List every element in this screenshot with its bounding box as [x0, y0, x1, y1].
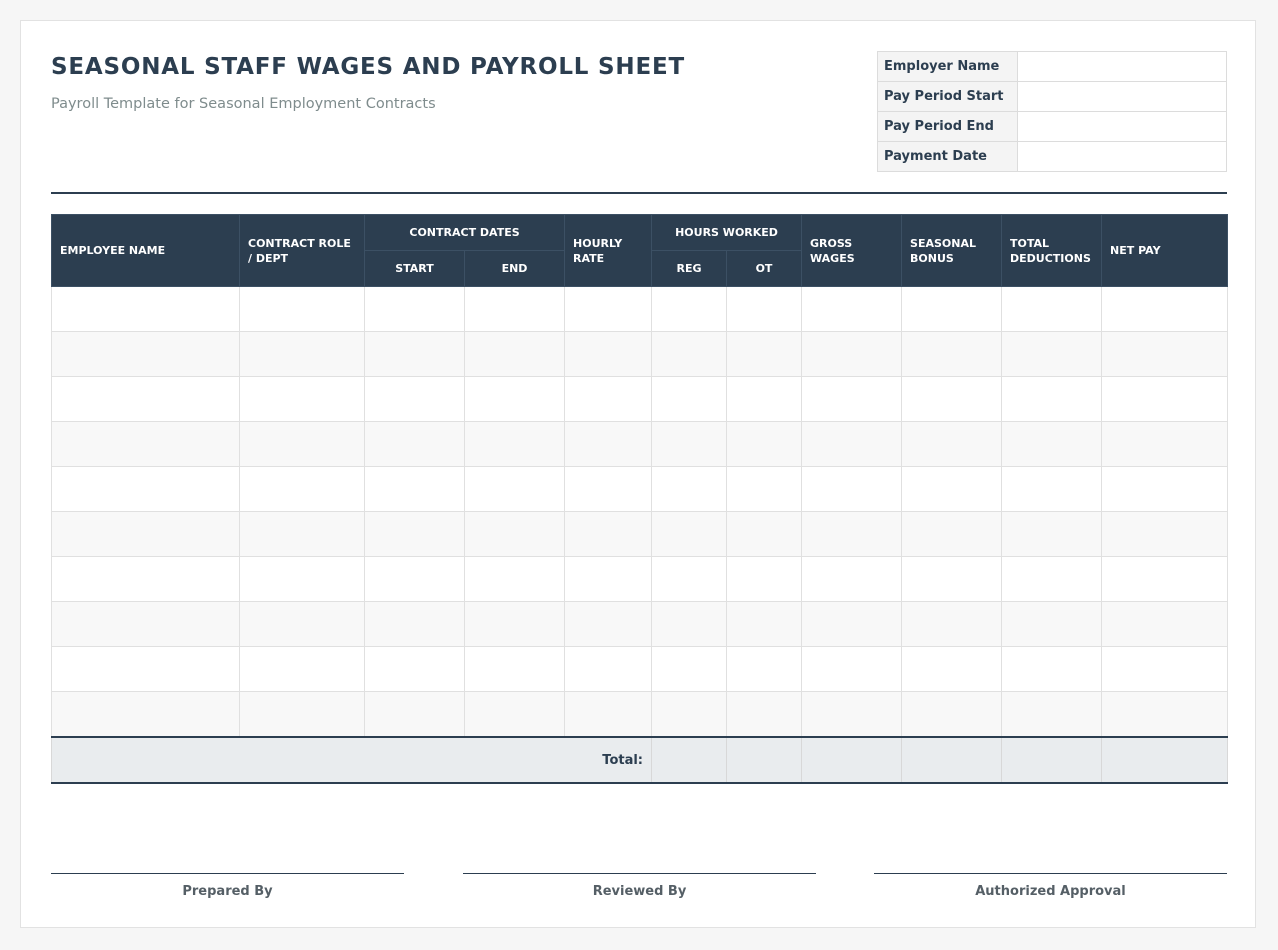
table-cell[interactable]	[802, 692, 902, 738]
table-cell[interactable]	[565, 467, 652, 512]
table-cell[interactable]	[1102, 467, 1228, 512]
table-cell[interactable]	[465, 692, 565, 738]
table-cell[interactable]	[565, 557, 652, 602]
table-row	[52, 512, 1228, 557]
table-cell[interactable]	[902, 602, 1002, 647]
table-cell[interactable]	[240, 332, 365, 377]
table-cell[interactable]	[365, 557, 465, 602]
table-row	[52, 332, 1228, 377]
employer-name-label: Employer Name	[878, 52, 1018, 82]
table-cell[interactable]	[240, 467, 365, 512]
col-group-hours-worked: HOURS WORKED	[652, 215, 802, 251]
table-cell[interactable]	[652, 602, 727, 647]
table-cell[interactable]	[727, 422, 802, 467]
table-cell[interactable]	[365, 422, 465, 467]
table-cell[interactable]	[1002, 602, 1102, 647]
table-cell[interactable]	[240, 287, 365, 332]
authorized-approval-label: Authorized Approval	[975, 884, 1126, 899]
table-cell[interactable]	[902, 332, 1002, 377]
table-cell[interactable]	[1102, 647, 1228, 692]
info-row-pay-period-start	[878, 82, 1227, 112]
pay-period-start-label: Pay Period Start	[878, 82, 1018, 112]
table-cell[interactable]	[652, 692, 727, 738]
table-cell[interactable]	[365, 512, 465, 557]
table-cell[interactable]	[727, 467, 802, 512]
table-cell[interactable]	[902, 647, 1002, 692]
table-cell[interactable]	[465, 287, 565, 332]
table-cell[interactable]	[902, 287, 1002, 332]
signature-line[interactable]	[51, 873, 404, 874]
table-cell[interactable]	[802, 422, 902, 467]
table-row	[52, 692, 1228, 738]
table-cell[interactable]	[240, 647, 365, 692]
table-cell[interactable]	[52, 602, 240, 647]
prepared-by-label: Prepared By	[182, 884, 273, 899]
table-cell[interactable]	[465, 422, 565, 467]
table-cell[interactable]	[240, 377, 365, 422]
table-cell[interactable]	[727, 377, 802, 422]
table-row	[52, 467, 1228, 512]
table-cell[interactable]	[1002, 692, 1102, 738]
table-cell[interactable]	[565, 647, 652, 692]
table-cell[interactable]	[52, 557, 240, 602]
table-cell[interactable]	[1102, 332, 1228, 377]
table-cell[interactable]	[727, 557, 802, 602]
table-cell[interactable]	[465, 377, 565, 422]
signature-authorized-approval	[874, 873, 1227, 899]
table-cell[interactable]	[365, 692, 465, 738]
col-ot: OT	[727, 251, 802, 287]
col-hourly-rate: HOURLY RATE	[565, 215, 652, 287]
total-cell[interactable]	[1102, 737, 1228, 783]
table-cell[interactable]	[727, 647, 802, 692]
table-cell[interactable]	[902, 467, 1002, 512]
col-group-contract-dates: CONTRACT DATES	[365, 215, 565, 251]
table-cell[interactable]	[1002, 647, 1102, 692]
table-row	[52, 287, 1228, 332]
table-cell[interactable]	[565, 422, 652, 467]
table-cell[interactable]	[802, 467, 902, 512]
table-cell[interactable]	[365, 377, 465, 422]
table-cell[interactable]	[652, 557, 727, 602]
table-cell[interactable]	[465, 557, 565, 602]
table-cell[interactable]	[652, 422, 727, 467]
table-cell[interactable]	[465, 467, 565, 512]
table-cell[interactable]	[365, 602, 465, 647]
table-cell[interactable]	[652, 512, 727, 557]
table-cell[interactable]	[802, 287, 902, 332]
header-divider	[51, 192, 1227, 194]
pay-period-end-label: Pay Period End	[878, 112, 1018, 142]
total-cell[interactable]	[802, 737, 902, 783]
col-reg: REG	[652, 251, 727, 287]
col-total-deductions: TOTAL DEDUCTIONS	[1002, 215, 1102, 287]
table-cell[interactable]	[902, 557, 1002, 602]
signature-reviewed-by	[463, 873, 816, 899]
table-cell[interactable]	[1002, 557, 1102, 602]
table-cell[interactable]	[565, 512, 652, 557]
table-row	[52, 422, 1228, 467]
table-cell[interactable]	[52, 512, 240, 557]
col-end: END	[465, 251, 565, 287]
col-gross-wages: GROSS WAGES	[802, 215, 902, 287]
table-cell[interactable]	[727, 602, 802, 647]
table-cell[interactable]	[565, 332, 652, 377]
table-cell[interactable]	[902, 512, 1002, 557]
table-cell[interactable]	[802, 377, 902, 422]
info-row-employer-name	[878, 52, 1227, 82]
table-cell[interactable]	[727, 692, 802, 738]
table-cell[interactable]	[727, 512, 802, 557]
reviewed-by-label: Reviewed By	[592, 884, 687, 899]
col-start: START	[365, 251, 465, 287]
pay-period-end-field[interactable]	[1018, 112, 1227, 142]
payment-date-label: Payment Date	[878, 142, 1018, 172]
table-cell[interactable]	[1002, 467, 1102, 512]
signature-line[interactable]	[874, 873, 1227, 874]
table-cell[interactable]	[802, 647, 902, 692]
table-cell[interactable]	[365, 647, 465, 692]
col-net-pay: NET PAY	[1102, 215, 1228, 287]
table-row	[52, 602, 1228, 647]
table-row	[52, 377, 1228, 422]
table-body	[52, 287, 1228, 784]
table-cell[interactable]	[240, 557, 365, 602]
table-cell[interactable]	[52, 467, 240, 512]
table-cell[interactable]	[1102, 602, 1228, 647]
table-cell[interactable]	[1102, 377, 1228, 422]
table-cell[interactable]	[802, 602, 902, 647]
table-cell[interactable]	[52, 422, 240, 467]
table-cell[interactable]	[902, 692, 1002, 738]
table-cell[interactable]	[652, 647, 727, 692]
table-cell[interactable]	[465, 647, 565, 692]
table-cell[interactable]	[1102, 422, 1228, 467]
col-seasonal-bonus: SEASONAL BONUS	[902, 215, 1002, 287]
table-cell[interactable]	[52, 332, 240, 377]
signature-prepared-by	[51, 873, 404, 899]
table-cell[interactable]	[52, 692, 240, 738]
table-cell[interactable]	[902, 377, 1002, 422]
total-row	[52, 737, 1228, 783]
col-contract-role: CONTRACT ROLE / DEPT	[240, 215, 365, 287]
total-cell[interactable]	[652, 737, 727, 783]
table-cell[interactable]	[1002, 287, 1102, 332]
table-cell[interactable]	[652, 332, 727, 377]
pay-period-start-field[interactable]	[1018, 82, 1227, 112]
table-row	[52, 647, 1228, 692]
signature-line[interactable]	[463, 873, 816, 874]
table-cell[interactable]	[1002, 377, 1102, 422]
table-cell[interactable]	[802, 512, 902, 557]
table-cell[interactable]	[652, 287, 727, 332]
table-cell[interactable]	[240, 692, 365, 738]
table-cell[interactable]	[52, 287, 240, 332]
table-cell[interactable]	[240, 512, 365, 557]
table-cell[interactable]	[802, 332, 902, 377]
table-cell[interactable]	[565, 287, 652, 332]
info-row-pay-period-end	[878, 112, 1227, 142]
payroll-table	[51, 214, 1228, 784]
table-cell[interactable]	[727, 287, 802, 332]
table-cell[interactable]	[465, 602, 565, 647]
table-cell[interactable]	[52, 377, 240, 422]
page-title: SEASONAL STAFF WAGES AND PAYROLL SHEET	[51, 54, 685, 80]
total-cell[interactable]	[902, 737, 1002, 783]
table-cell[interactable]	[652, 377, 727, 422]
table-cell[interactable]	[1102, 692, 1228, 738]
table-cell[interactable]	[565, 692, 652, 738]
table-cell[interactable]	[365, 332, 465, 377]
table-cell[interactable]	[802, 557, 902, 602]
table-cell[interactable]	[365, 287, 465, 332]
employer-name-field[interactable]	[1018, 52, 1227, 82]
table-cell[interactable]	[652, 467, 727, 512]
total-label: Total:	[52, 737, 652, 783]
table-cell[interactable]	[1102, 557, 1228, 602]
table-cell[interactable]	[465, 512, 565, 557]
table-cell[interactable]	[52, 647, 240, 692]
info-row-payment-date	[878, 142, 1227, 172]
table-cell[interactable]	[465, 332, 565, 377]
page-subtitle: Payroll Template for Seasonal Employment Contracts	[51, 96, 436, 112]
table-cell[interactable]	[1102, 512, 1228, 557]
table-header-row	[52, 215, 1228, 251]
table-cell[interactable]	[1002, 422, 1102, 467]
table-cell[interactable]	[1102, 287, 1228, 332]
employer-info-table	[877, 51, 1227, 172]
table-cell[interactable]	[365, 467, 465, 512]
total-cell[interactable]	[1002, 737, 1102, 783]
table-cell[interactable]	[240, 602, 365, 647]
table-cell[interactable]	[902, 422, 1002, 467]
col-employee-name: EMPLOYEE NAME	[52, 215, 240, 287]
payroll-sheet	[20, 20, 1256, 928]
payment-date-field[interactable]	[1018, 142, 1227, 172]
table-cell[interactable]	[565, 602, 652, 647]
table-cell[interactable]	[1002, 332, 1102, 377]
table-cell[interactable]	[727, 332, 802, 377]
total-cell[interactable]	[727, 737, 802, 783]
table-cell[interactable]	[1002, 512, 1102, 557]
table-row	[52, 557, 1228, 602]
table-cell[interactable]	[565, 377, 652, 422]
table-cell[interactable]	[240, 422, 365, 467]
